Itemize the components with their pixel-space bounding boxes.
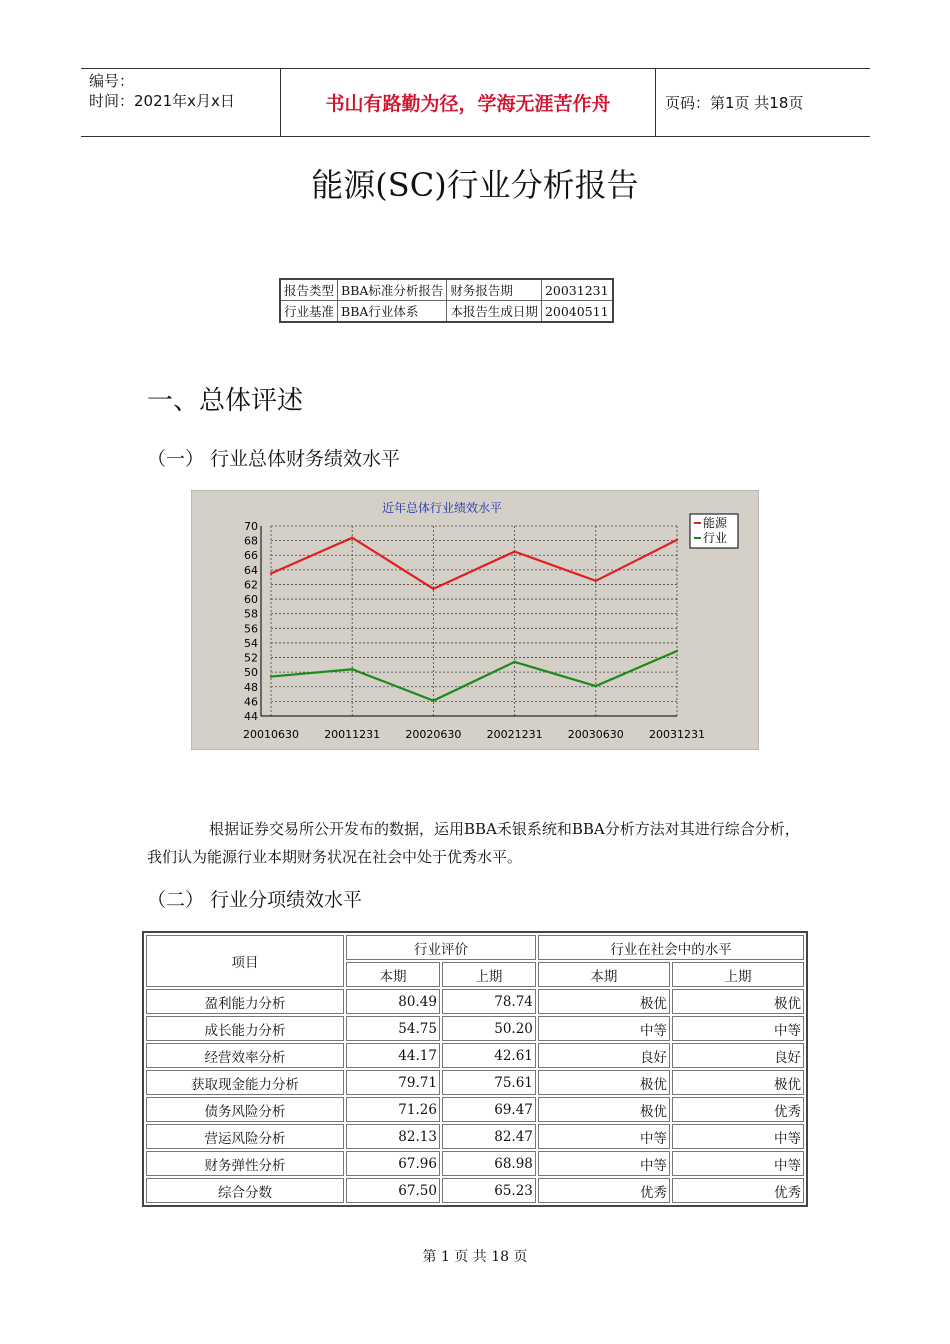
table-cell: 71.26 [346, 1097, 440, 1122]
table-cell: 82.13 [346, 1124, 440, 1149]
table-cell: 综合分数 [146, 1178, 344, 1203]
data-point [432, 588, 434, 590]
section-heading: 一、总体评述 [147, 386, 304, 416]
table-row [146, 1070, 804, 1095]
y-tick-label: 62 [244, 578, 258, 592]
table-row [146, 1151, 804, 1176]
legend-label-energy: 能源 [703, 516, 728, 530]
data-point [270, 675, 272, 677]
header-social-level: 行业在社会中的水平 [538, 935, 804, 960]
x-tick-label: 20010630 [243, 728, 299, 741]
x-tick-label: 20020630 [405, 728, 462, 741]
x-tick-label: 20031231 [649, 728, 705, 741]
table-cell: 中等 [672, 1124, 804, 1149]
header-motto: 书山有路勤为径，学海无涯苦作舟 [281, 69, 656, 136]
table-row [146, 1097, 804, 1122]
page-header [81, 68, 870, 137]
header-previous: 上期 [442, 962, 536, 987]
chart-title: 近年总体行业绩效水平 [381, 501, 503, 515]
table-cell: 20031231 [541, 279, 612, 301]
table-row [280, 279, 613, 301]
table-cell: 优秀 [672, 1097, 804, 1122]
table-cell: 65.23 [442, 1178, 536, 1203]
y-tick-label: 54 [244, 636, 258, 650]
y-tick-label: 58 [244, 607, 258, 621]
performance-line-chart [191, 490, 759, 750]
table-cell: 20040511 [541, 301, 612, 323]
legend-label-industry: 行业 [703, 531, 728, 545]
header-industry-rating: 行业评价 [346, 935, 536, 960]
table-cell: BBA标准分析报告 [338, 279, 447, 301]
table-cell: 报告类型 [280, 279, 338, 301]
table-cell: 极优 [538, 1070, 670, 1095]
y-tick-label: 50 [244, 666, 258, 680]
table-cell: 68.98 [442, 1151, 536, 1176]
table-cell: 中等 [538, 1016, 670, 1041]
table-cell: 67.96 [346, 1151, 440, 1176]
analysis-paragraph [147, 815, 807, 871]
data-point [351, 536, 353, 538]
table-row [146, 989, 804, 1014]
table-cell: 中等 [672, 1151, 804, 1176]
table-cell: 债务风险分析 [146, 1097, 344, 1122]
table-header-row [146, 935, 804, 960]
table-cell: 50.20 [442, 1016, 536, 1041]
header-meta [81, 69, 281, 136]
x-tick-label: 20011231 [324, 728, 381, 741]
table-cell: 67.50 [346, 1178, 440, 1203]
subsection-heading: （二） 行业分项绩效水平 [147, 889, 363, 911]
table-row [280, 301, 613, 323]
table-cell: 成长能力分析 [146, 1016, 344, 1041]
x-tick-label: 20030630 [567, 728, 624, 741]
header-current: 本期 [538, 962, 670, 987]
table-cell: 极优 [672, 1070, 804, 1095]
header-previous: 上期 [672, 962, 804, 987]
data-point [270, 572, 272, 574]
table-cell: 79.71 [346, 1070, 440, 1095]
data-point [351, 668, 353, 670]
y-tick-label: 66 [244, 549, 258, 563]
table-cell: 极优 [672, 989, 804, 1014]
table-cell: 82.47 [442, 1124, 536, 1149]
chart-legend [690, 514, 738, 548]
y-tick-label: 56 [244, 622, 258, 636]
table-cell: 极优 [538, 989, 670, 1014]
number-label: 编号： [89, 72, 135, 90]
table-cell: 42.61 [442, 1043, 536, 1068]
y-tick-label: 68 [244, 534, 258, 548]
table-cell: 78.74 [442, 989, 536, 1014]
page-footer: 第 1 页 共 18 页 [422, 1249, 528, 1265]
header-item: 项目 [146, 935, 344, 987]
table-cell: 本报告生成日期 [447, 301, 542, 323]
table-row [146, 1178, 804, 1203]
table-cell: 获取现金能力分析 [146, 1070, 344, 1095]
report-info-table [279, 278, 614, 323]
table-cell: 良好 [672, 1043, 804, 1068]
y-tick-label: 64 [244, 563, 258, 577]
table-cell: 中等 [538, 1124, 670, 1149]
table-cell: 75.61 [442, 1070, 536, 1095]
document-title: 能源(SC)行业分析报告 [311, 166, 639, 204]
table-row [146, 1124, 804, 1149]
table-cell: 优秀 [538, 1178, 670, 1203]
data-point [432, 699, 434, 701]
data-point [676, 650, 678, 652]
table-row [146, 1043, 804, 1068]
data-point [676, 539, 678, 541]
table-cell: 财务弹性分析 [146, 1151, 344, 1176]
x-tick-label: 20021231 [486, 728, 543, 741]
table-cell: 44.17 [346, 1043, 440, 1068]
y-tick-label: 44 [244, 710, 258, 723]
score-table [142, 931, 808, 1207]
table-cell: BBA行业体系 [338, 301, 447, 323]
subsection-heading: （一） 行业总体财务绩效水平 [147, 448, 401, 470]
time-label: 时间：2021年x月x日 [89, 92, 235, 110]
table-cell: 营运风险分析 [146, 1124, 344, 1149]
table-cell: 行业基准 [280, 301, 338, 323]
data-point [595, 580, 597, 582]
y-tick-label: 48 [244, 680, 258, 694]
table-cell: 优秀 [672, 1178, 804, 1203]
table-cell: 中等 [538, 1151, 670, 1176]
table-cell: 盈利能力分析 [146, 989, 344, 1014]
table-cell: 80.49 [346, 989, 440, 1014]
table-cell: 中等 [672, 1016, 804, 1041]
y-tick-label: 52 [244, 651, 258, 665]
data-point [513, 661, 515, 663]
table-cell: 良好 [538, 1043, 670, 1068]
data-point [513, 550, 515, 552]
header-current: 本期 [346, 962, 440, 987]
score-table-body [146, 989, 804, 1203]
table-cell: 69.47 [442, 1097, 536, 1122]
table-cell: 极优 [538, 1097, 670, 1122]
table-cell: 54.75 [346, 1016, 440, 1041]
table-cell: 经营效率分析 [146, 1043, 344, 1068]
data-point [595, 685, 597, 687]
y-tick-label: 70 [244, 520, 258, 533]
table-cell: 财务报告期 [447, 279, 542, 301]
y-tick-label: 46 [244, 695, 258, 709]
paragraph-text: 根据证券交易所公开发布的数据，运用BBA禾银系统和BBA分析方法对其进行综合分析，我们认为能源行业本期财务状况在社会中处于优秀水平。 [147, 820, 800, 866]
header-page-info: 页码：第1页 共18页 [665, 94, 804, 112]
table-row [146, 1016, 804, 1041]
y-tick-label: 60 [244, 593, 258, 607]
